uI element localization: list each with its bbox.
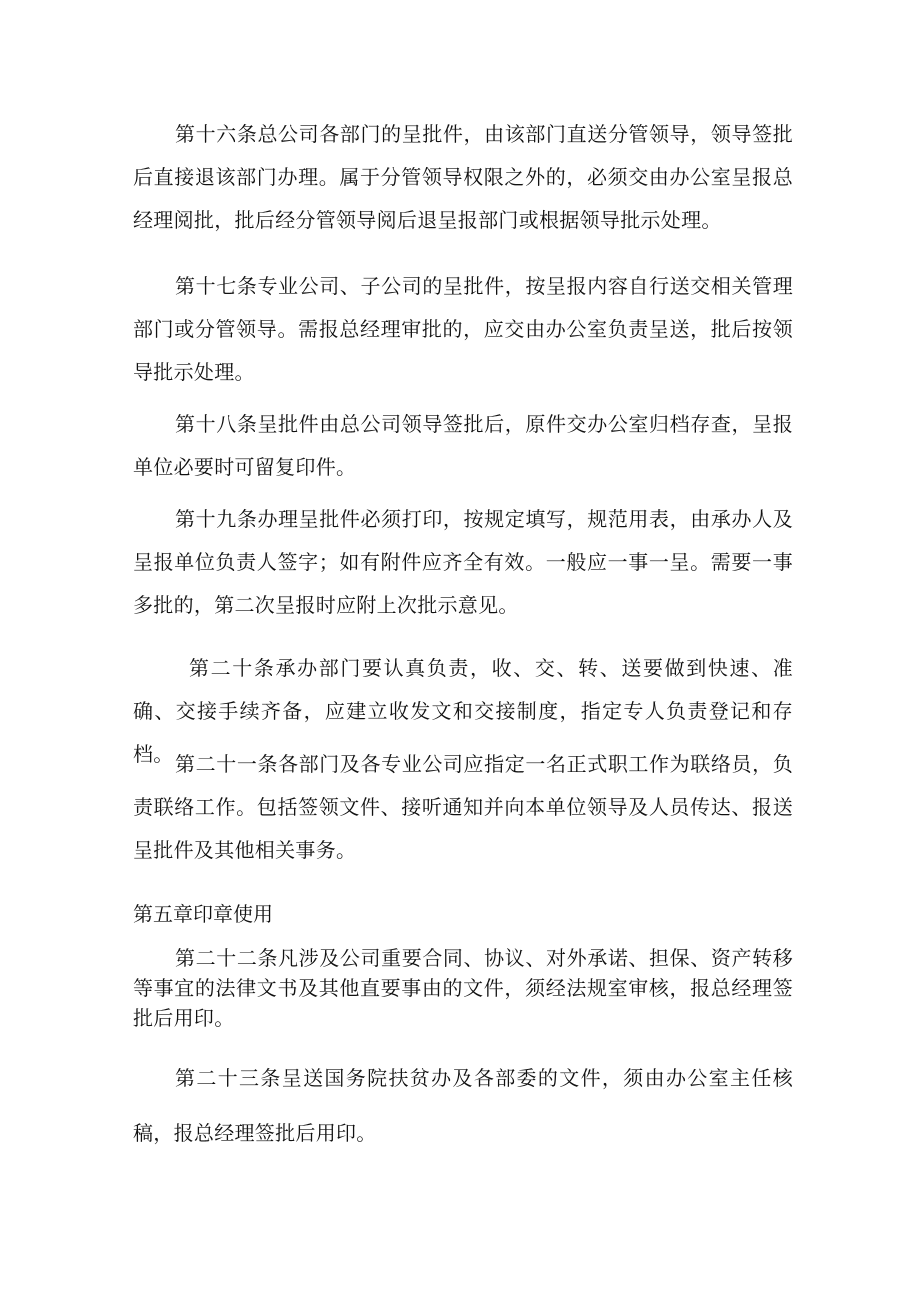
article-19-paragraph: 第十九条办理呈批件必须打印，按规定填写，规范用表，由承办人及呈报单位负责人签字；如有附件应齐全有效。一般应一事一呈。需要一事多批的，第二次呈报时应附上次批示意见。 (133, 507, 793, 617)
article-18-paragraph: 第十八条呈批件由总公司领导签批后，原件交办公室归档存查，呈报单位必要时可留复印件。 (133, 412, 793, 479)
article-23-paragraph: 第二十三条呈送国务院扶贫办及各部委的文件，须由办公室主任核稿，报总经理签批后用印。 (133, 1066, 793, 1145)
chapter-5-heading: 第五章印章使用 (133, 902, 273, 926)
article-16-paragraph: 第十六条总公司各部门的呈批件，由该部门直送分管领导，领导签批后直接退该部门办理。属于分管领导权限之外的，必须交由办公室呈报总经理阅批，批后经分管领导阅后退呈报部门或根据领导批示处理。 (133, 122, 793, 232)
article-17-paragraph: 第十七条专业公司、子公司的呈批件，按呈报内容自行送交相关管理部门或分管领导。需报总经理审批的，应交由办公室负责呈送，批后按领导批示处理。 (133, 274, 793, 384)
article-20-paragraph: 第二十条承办部门要认真负责，收、交、转、送要做到快速、准确、交接手续齐备，应建立收发文和交接制度，指定专人负责登记和存档。 (133, 656, 793, 766)
article-22-paragraph: 第二十二条凡涉及公司重要合同、协议、对外承诺、担保、资产转移等事宜的法律文书及其他直要事由的文件，须经法规室审核，报总经理签批后用印。 (133, 946, 793, 1030)
article-21-paragraph: 第二十一条各部门及各专业公司应指定一名正式职工作为联络员，负责联络工作。包括签领文件、接听通知并向本单位领导及人员传达、报送呈批件及其他相关事务。 (133, 752, 793, 862)
